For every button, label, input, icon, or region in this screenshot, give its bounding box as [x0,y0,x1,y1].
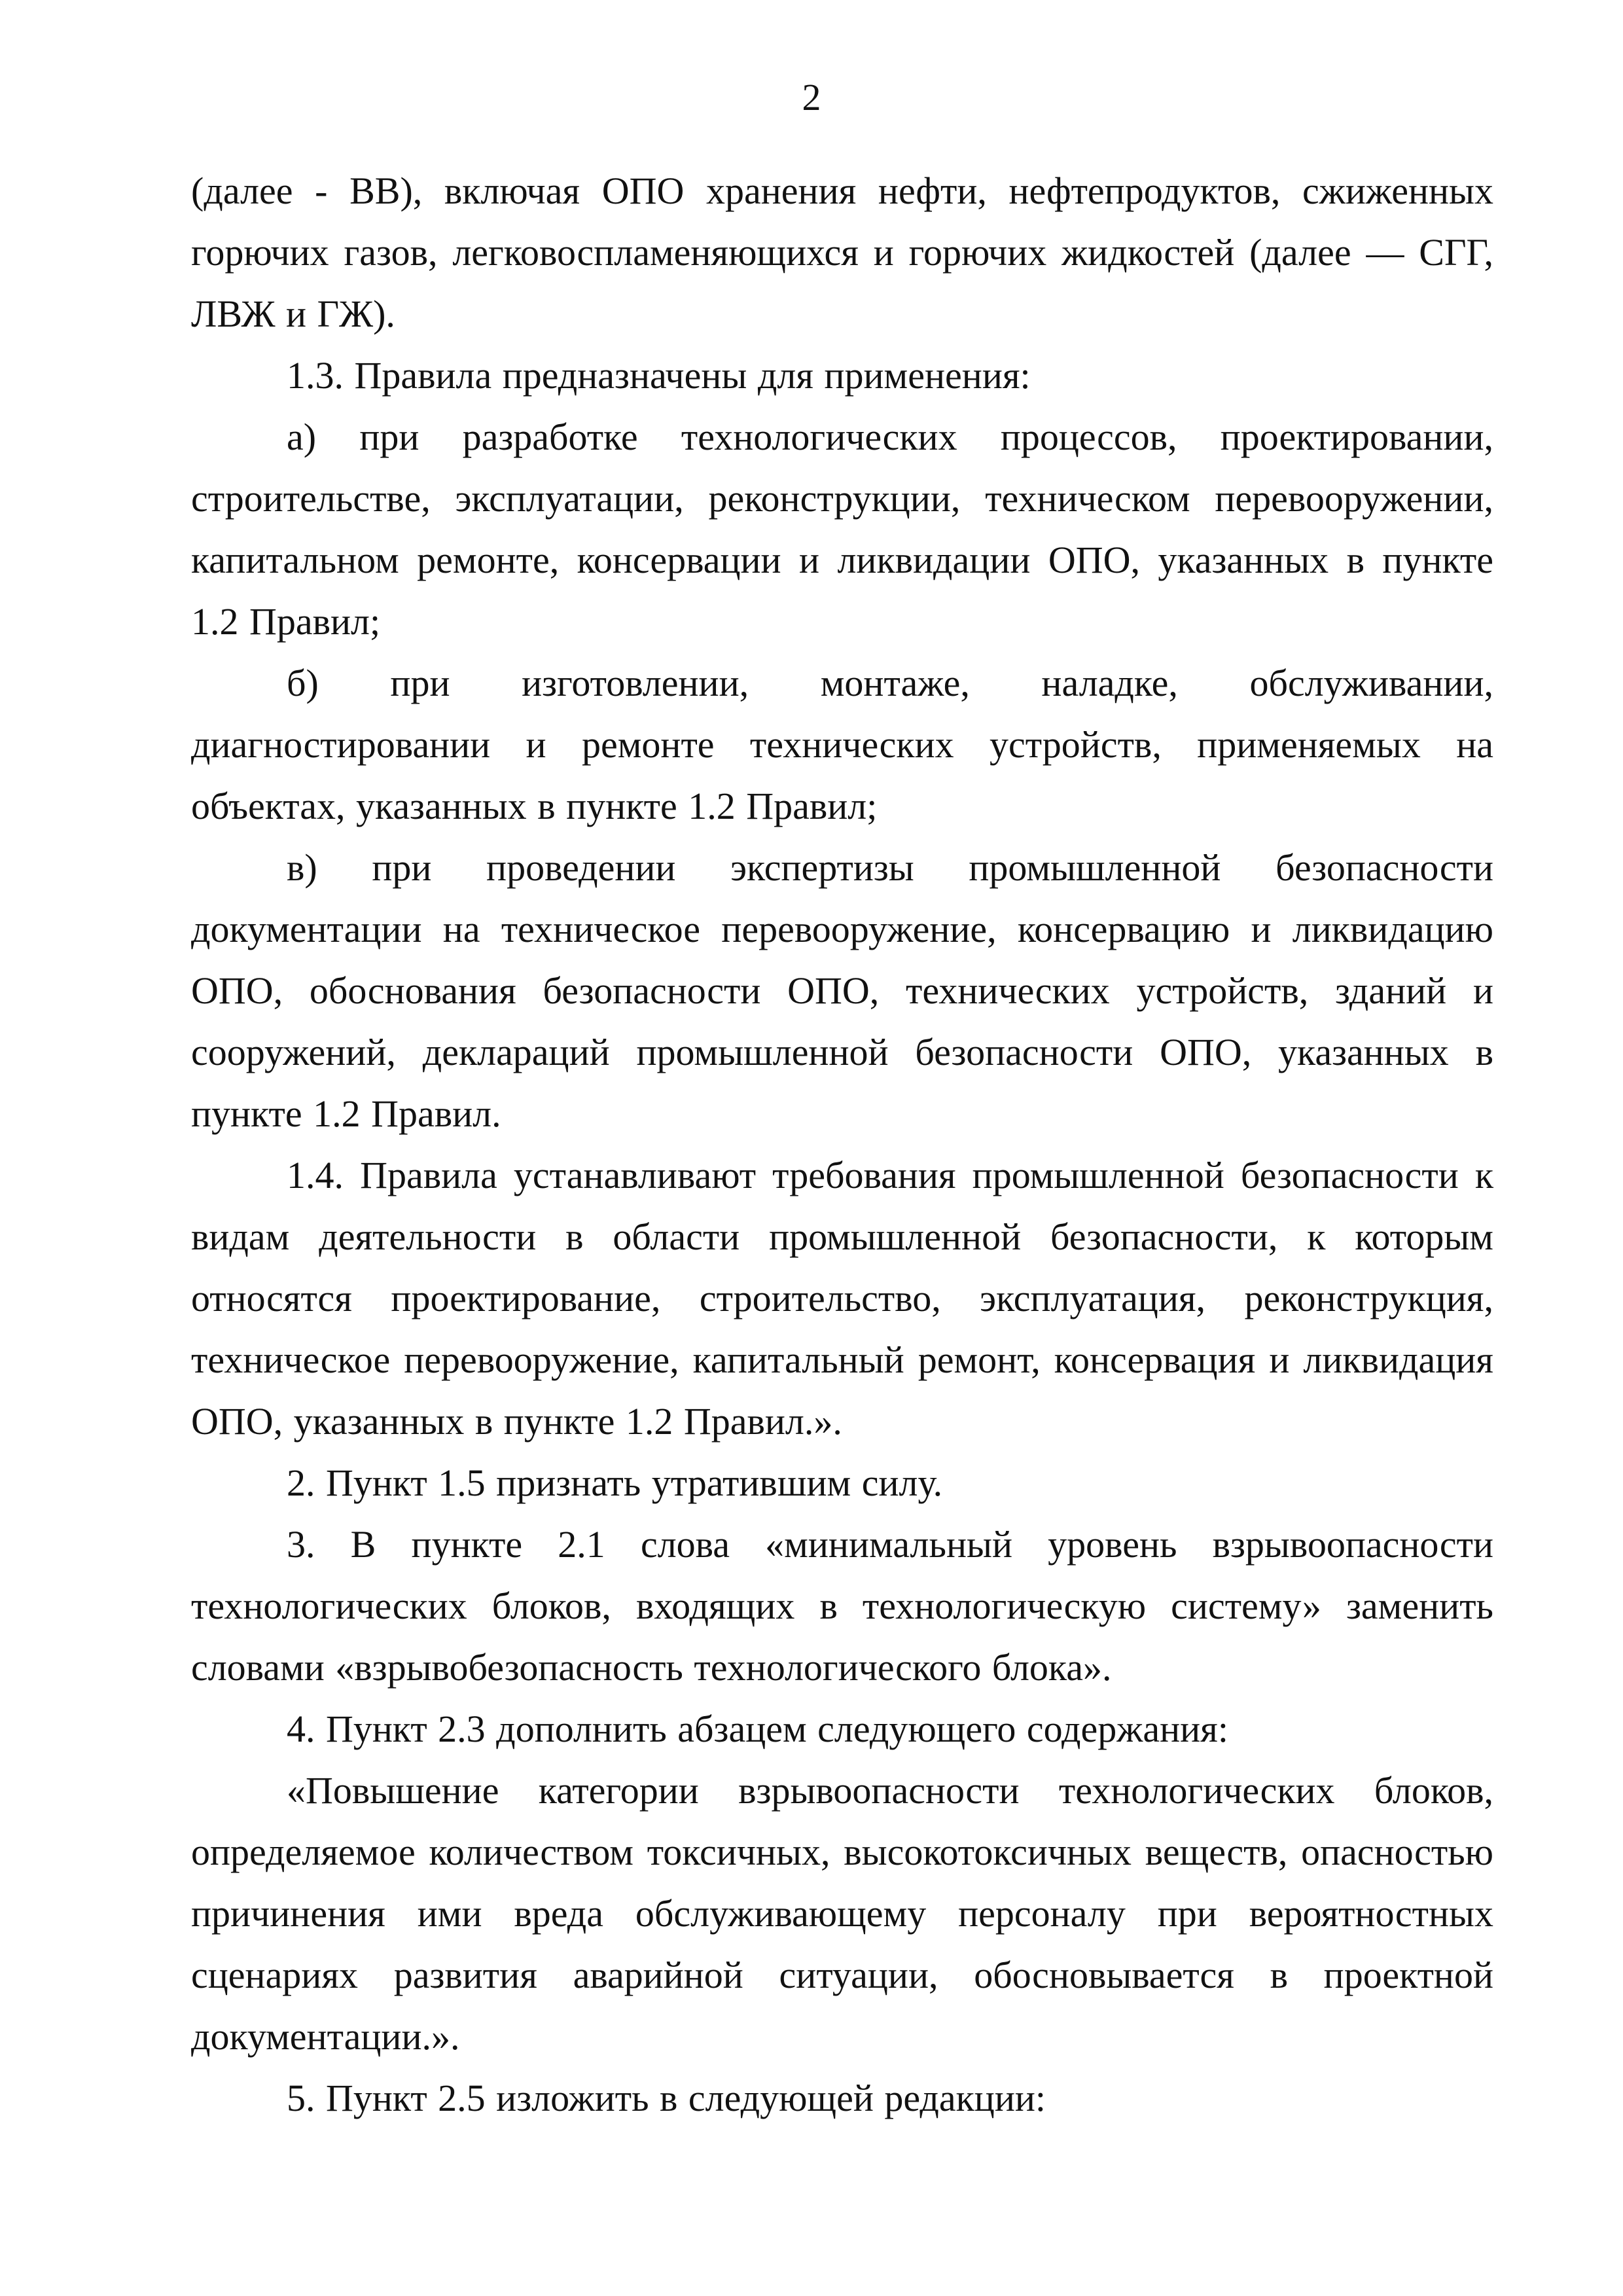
paragraph-continuation: (далее - ВВ), включая ОПО хранения нефти, нефтепродуктов, сжиженных горючих газов, легковоспламеняющихся и горючих жидкостей (далее — СГГ, ЛВЖ и ГЖ). [191,170,1493,335]
paragraph-1-3-b: б) при изготовлении, монтаже, наладке, обслуживании, диагностировании и ремонте технических устройств, применяемых на объектах, указанных в пункте 1.2 Правил; [191,662,1493,827]
paragraph-item-4: 4. Пункт 2.3 дополнить абзацем следующего содержания: [287,1708,1228,1750]
paragraph-1-3-a: а) при разработке технологических процессов, проектировании, строительстве, эксплуатации, реконструкции, техническом перевооружении, капитальном ремонте, консервации и ликвидации ОПО, указанных в пункте 1.2 Правил; [191,416,1493,643]
paragraph-item-3: 3. В пункте 2.1 слова «минимальный уровень взрывоопасности технологических блоков, входящих в технологическую систему» заменить словами «взрывобезопасность технологического блока». [191,1523,1493,1689]
paragraph-1-3: 1.3. Правила предназначены для применения: [287,354,1031,397]
paragraph-1-4: 1.4. Правила устанавливают требования промышленной безопасности к видам деятельности в области промышленной безопасности, к которым относятся проектирование, строительство, эксплуатация, реконструкция, техническое перевооружение, капитальный ремонт, консервация и ликвидация ОПО, указанных в пункте 1.2 Правил.». [191,1154,1493,1443]
paragraph-item-5: 5. Пункт 2.5 изложить в следующей редакции: [287,2077,1046,2119]
page-number: 2 [802,76,821,118]
document-body [191,160,1493,2129]
paragraph-quote: «Повышение категории взрывоопасности технологических блоков, определяемое количеством токсичных, высокотоксичных веществ, опасностью причинения ими вреда обслуживающему персоналу при вероятностных сценариях развития аварийной ситуации, обосновывается в проектной документации.». [191,1769,1493,2058]
paragraph-1-3-v: в) при проведении экспертизы промышленной безопасности документации на техническое перевооружение, консервацию и ликвидацию ОПО, обоснования безопасности ОПО, технических устройств, зданий и сооружений, деклараций промышленной безопасности ОПО, указанных в пункте 1.2 Правил. [191,846,1493,1135]
paragraph-item-2: 2. Пункт 1.5 признать утратившим силу. [287,1462,943,1504]
